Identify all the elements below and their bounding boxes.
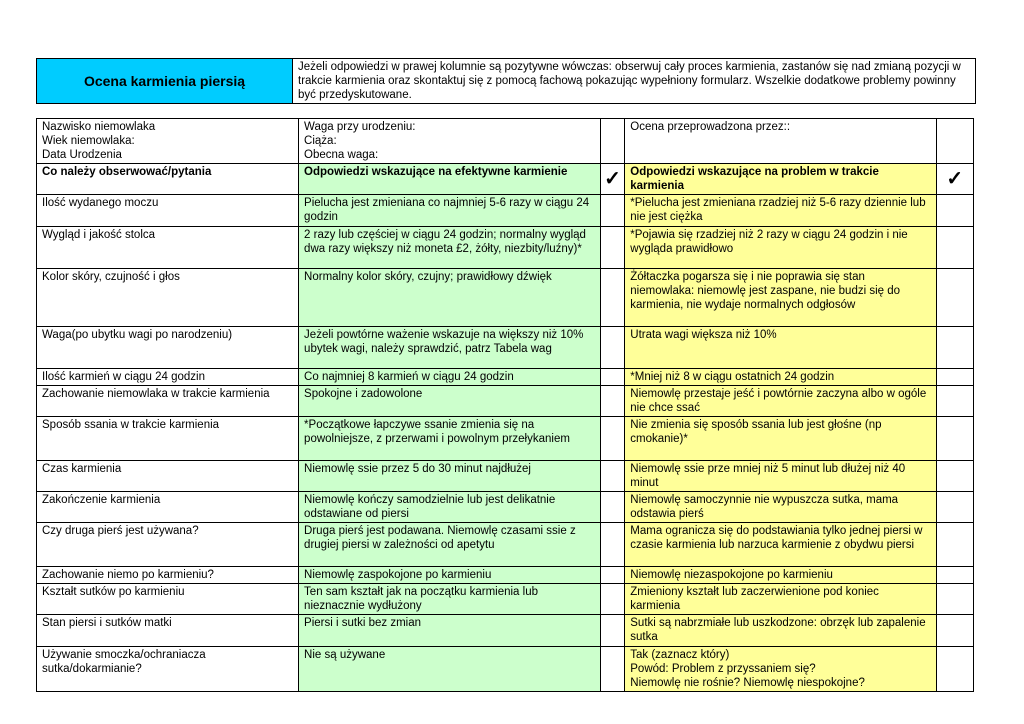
positive-answer-cell: 2 razy lub częściej w ciągu 24 godzin; normalny wygląd dwa razy większy niż moneta £2, żółty, niezbity/luźny)* xyxy=(299,227,601,269)
info-empty-cell xyxy=(600,119,625,164)
positive-checkbox-cell[interactable] xyxy=(600,461,625,492)
negative-checkbox-cell[interactable] xyxy=(936,615,973,647)
table-row xyxy=(37,269,974,327)
negative-checkbox-cell[interactable] xyxy=(936,492,973,523)
question-cell: Czy druga pierś jest używana? xyxy=(37,523,299,567)
positive-answer-cell: Co najmniej 8 karmień w ciągu 24 godzin xyxy=(299,369,601,386)
table-row xyxy=(37,386,974,417)
info-assessor-field: Ocena przeprowadzona przez:: xyxy=(625,119,936,164)
negative-answer-cell: *Pojawia się rzadziej niż 2 razy w ciągu 24 godzin i nie wygląda prawidłowo xyxy=(625,227,936,269)
positive-checkbox-cell[interactable] xyxy=(600,369,625,386)
question-cell: Zakończenie karmienia xyxy=(37,492,299,523)
table-row xyxy=(37,327,974,369)
table-row xyxy=(37,492,974,523)
positive-checkbox-cell[interactable] xyxy=(600,386,625,417)
info-weight-fields xyxy=(299,119,601,164)
positive-checkbox-cell[interactable] xyxy=(600,417,625,461)
negative-checkbox-cell[interactable] xyxy=(936,523,973,567)
negative-check-icon: ✓ xyxy=(936,164,973,195)
table-row xyxy=(37,227,974,269)
question-cell: Zachowanie niemo po karmieniu? xyxy=(37,567,299,584)
negative-checkbox-cell[interactable] xyxy=(936,417,973,461)
info-field: Obecna waga: xyxy=(304,149,379,161)
negative-answer-cell: Zmieniony kształt lub zaczerwienione pod koniec karmienia xyxy=(625,584,936,615)
table-row xyxy=(37,417,974,461)
table-row xyxy=(37,615,974,647)
info-field: Data Urodzenia xyxy=(42,149,122,161)
table-row xyxy=(37,461,974,492)
question-cell: Zachowanie niemowlaka w trakcie karmienia xyxy=(37,386,299,417)
positive-checkbox-cell[interactable] xyxy=(600,584,625,615)
positive-answer-cell: Nie są używane xyxy=(299,647,601,692)
info-field: Ciąża: xyxy=(304,135,337,147)
negative-checkbox-cell[interactable] xyxy=(936,227,973,269)
negative-checkbox-cell[interactable] xyxy=(936,369,973,386)
assessment-table xyxy=(36,118,974,692)
positive-checkbox-cell[interactable] xyxy=(600,615,625,647)
negative-answer-cell: Sutki są nabrzmiałe lub uszkodzone: obrzęk lub zapalenie sutka xyxy=(625,615,936,647)
negative-checkbox-cell[interactable] xyxy=(936,647,973,692)
positive-answer-cell: Normalny kolor skóry, czujny; prawidłowy dźwięk xyxy=(299,269,601,327)
negative-checkbox-cell[interactable] xyxy=(936,584,973,615)
positive-answer-cell: Jeżeli powtórne ważenie wskazuje na większy niż 10% ubytek wagi, należy sprawdzić, patrz Tabela wag xyxy=(299,327,601,369)
column-header-row xyxy=(37,164,974,195)
negative-checkbox-cell[interactable] xyxy=(936,567,973,584)
info-row xyxy=(37,119,974,164)
page-title: Ocena karmienia piersią xyxy=(37,59,293,104)
question-cell: Kolor skóry, czujność i głos xyxy=(37,269,299,327)
question-cell: Kształt sutków po karmieniu xyxy=(37,584,299,615)
negative-answer-cell: Tak (zaznacz który) Powód: Problem z przyssaniem się? Niemowlę nie rośnie? Niemowlę niespokojne? xyxy=(625,647,936,692)
negative-answer-cell: Utrata wagi większa niż 10% xyxy=(625,327,936,369)
positive-checkbox-cell[interactable] xyxy=(600,227,625,269)
question-cell: Ilość wydanego moczu xyxy=(37,195,299,227)
positive-checkbox-cell[interactable] xyxy=(600,647,625,692)
negative-checkbox-cell[interactable] xyxy=(936,386,973,417)
question-column-header: Co należy obserwować/pytania xyxy=(37,164,299,195)
header-note: Jeżeli odpowiedzi w prawej kolumnie są pozytywne wówczas: obserwuj cały proces karmienia, zastanów się nad zmianą pozycji w trakcie karmienia oraz skontaktuj się z pomocą fachową pokazując wypełniony formularz. Wszelkie dodatkowe problemy powinny być przedyskutowane. xyxy=(293,59,976,104)
positive-answer-cell: Ten sam kształt jak na początku karmienia lub nieznacznie wydłużony xyxy=(299,584,601,615)
question-cell: Czas karmienia xyxy=(37,461,299,492)
negative-checkbox-cell[interactable] xyxy=(936,269,973,327)
table-row xyxy=(37,584,974,615)
negative-answer-cell: *Pielucha jest zmieniana rzadziej niż 5-6 razy dziennie lub nie jest ciężka xyxy=(625,195,936,227)
info-field: Nazwisko niemowlaka xyxy=(42,121,156,133)
negative-answer-cell: Mama ogranicza się do podstawiania tylko jednej piersi w czasie karmienia lub narzuca karmienie z obydwu piersi xyxy=(625,523,936,567)
positive-checkbox-cell[interactable] xyxy=(600,327,625,369)
info-baby-fields xyxy=(37,119,299,164)
negative-answer-cell: Niemowlę niezaspokojone po karmieniu xyxy=(625,567,936,584)
negative-checkbox-cell[interactable] xyxy=(936,461,973,492)
negative-answer-cell: Niemowlę samoczynnie nie wypuszcza sutka, mama odstawia pierś xyxy=(625,492,936,523)
table-row xyxy=(37,369,974,386)
question-cell: Waga(po ubytku wagi po narodzeniu) xyxy=(37,327,299,369)
positive-checkbox-cell[interactable] xyxy=(600,523,625,567)
info-field: Waga przy urodzeniu: xyxy=(304,121,416,133)
negative-answer-cell: Niemowlę przestaje jeść i powtórnie zaczyna albo w ogóle nie chce ssać xyxy=(625,386,936,417)
table-row xyxy=(37,567,974,584)
table-row xyxy=(37,647,974,692)
negative-checkbox-cell[interactable] xyxy=(936,195,973,227)
positive-check-icon: ✓ xyxy=(600,164,625,195)
positive-answer-cell: *Początkowe łapczywe ssanie zmienia się na powolniejsze, z przerwami i powolnym przełykaniem xyxy=(299,417,601,461)
negative-answer-cell: Niemowlę ssie prze mniej niż 5 minut lub dłużej niż 40 minut xyxy=(625,461,936,492)
positive-answer-cell: Niemowlę ssie przez 5 do 30 minut najdłużej xyxy=(299,461,601,492)
negative-checkbox-cell[interactable] xyxy=(936,327,973,369)
question-cell: Wygląd i jakość stolca xyxy=(37,227,299,269)
question-cell: Ilość karmień w ciągu 24 godzin xyxy=(37,369,299,386)
positive-answer-cell: Niemowlę kończy samodzielnie lub jest delikatnie odstawiane od piersi xyxy=(299,492,601,523)
positive-answer-cell: Pielucha jest zmieniana co najmniej 5-6 razy w ciągu 24 godzin xyxy=(299,195,601,227)
positive-answer-cell: Druga pierś jest podawana. Niemowlę czasami ssie z drugiej piersi w zależności od apetytu xyxy=(299,523,601,567)
info-empty-cell xyxy=(936,119,973,164)
positive-column-header: Odpowiedzi wskazujące na efektywne karmienie xyxy=(299,164,601,195)
table-row xyxy=(37,195,974,227)
positive-checkbox-cell[interactable] xyxy=(600,269,625,327)
negative-answer-cell: Nie zmienia się sposób ssania lub jest głośne (np cmokanie)* xyxy=(625,417,936,461)
question-cell: Stan piersi i sutków matki xyxy=(37,615,299,647)
question-cell: Sposób ssania w trakcie karmienia xyxy=(37,417,299,461)
positive-checkbox-cell[interactable] xyxy=(600,567,625,584)
info-field: Wiek niemowlaka: xyxy=(42,135,135,147)
table-row xyxy=(37,523,974,567)
positive-checkbox-cell[interactable] xyxy=(600,492,625,523)
negative-column-header: Odpowiedzi wskazujące na problem w trakcie karmienia xyxy=(625,164,936,195)
question-cell: Używanie smoczka/ochraniacza sutka/dokarmianie? xyxy=(37,647,299,692)
header-table xyxy=(36,58,976,104)
positive-answer-cell: Spokojne i zadowolone xyxy=(299,386,601,417)
negative-answer-cell: Żółtaczka pogarsza się i nie poprawia się stan niemowlaka: niemowlę jest zaspane, nie budzi się do karmienia, nie wydaje normalnych odgłosów xyxy=(625,269,936,327)
positive-answer-cell: Niemowlę zaspokojone po karmieniu xyxy=(299,567,601,584)
positive-answer-cell: Piersi i sutki bez zmian xyxy=(299,615,601,647)
negative-answer-cell: *Mniej niż 8 w ciągu ostatnich 24 godzin xyxy=(625,369,936,386)
positive-checkbox-cell[interactable] xyxy=(600,195,625,227)
